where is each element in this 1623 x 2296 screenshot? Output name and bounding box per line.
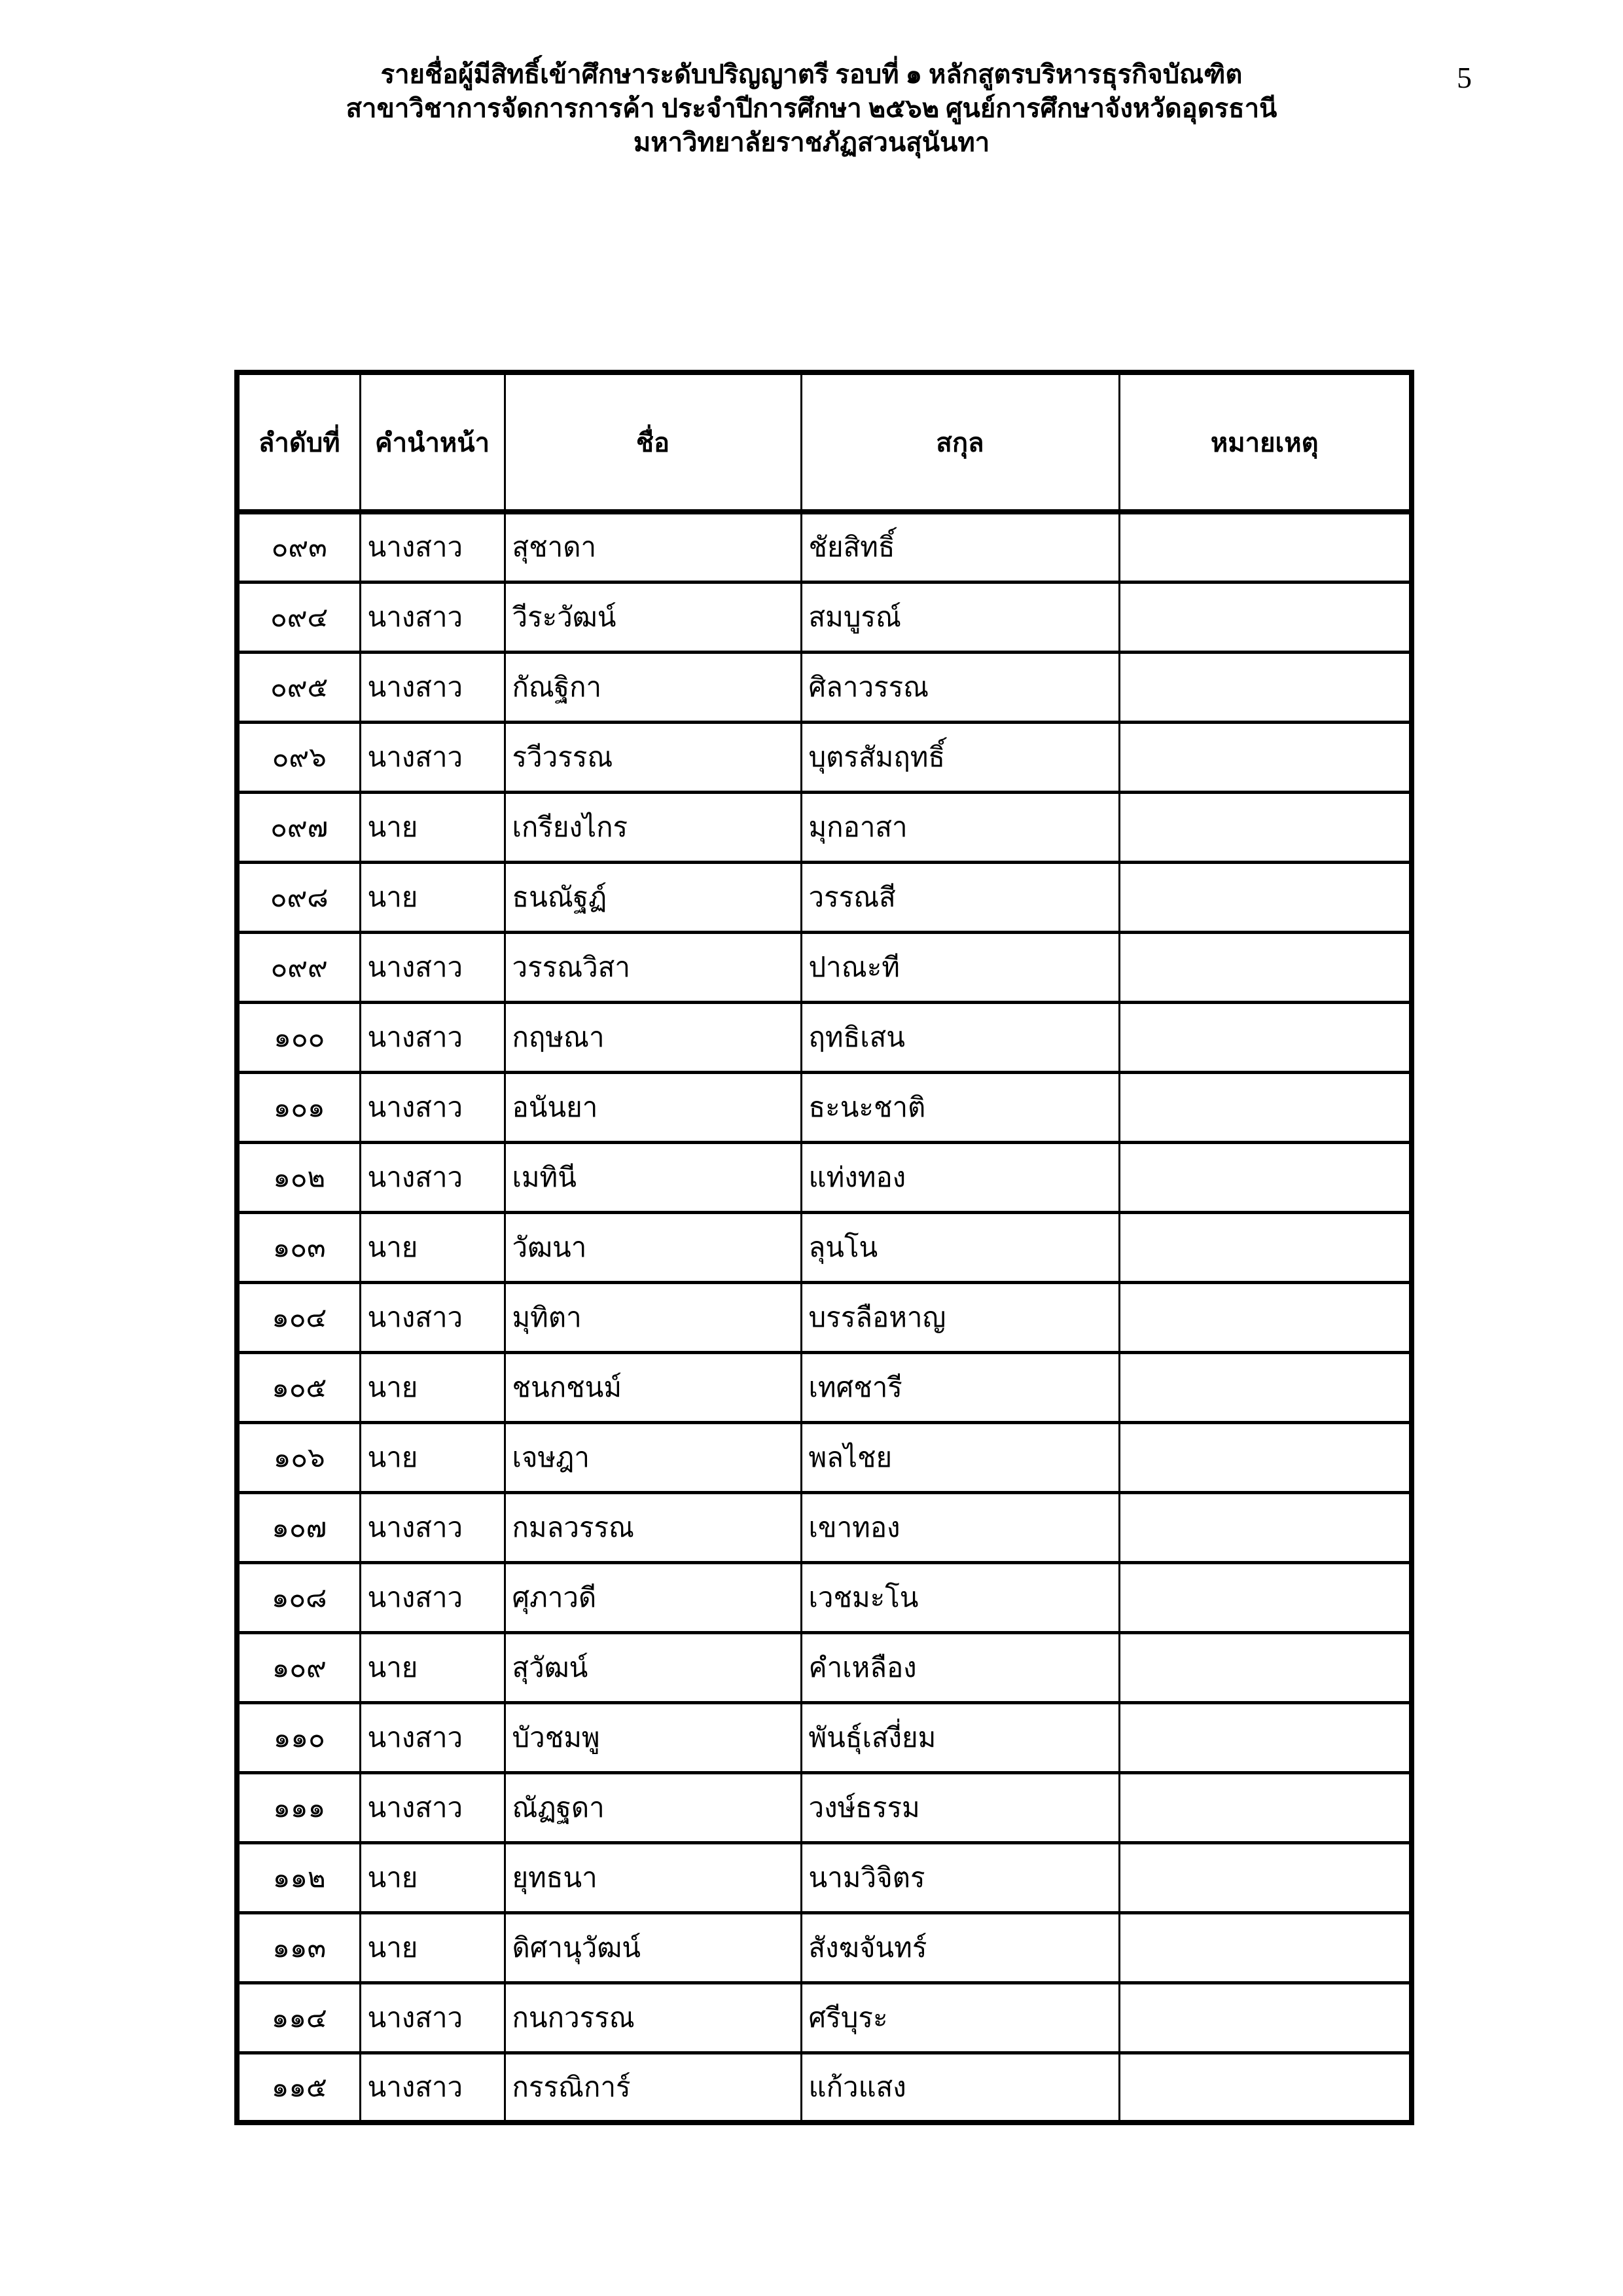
page-number: 5 <box>1457 61 1472 94</box>
cell-prefix: นางสาว <box>360 1772 505 1842</box>
cell-note <box>1119 1632 1412 1702</box>
cell-last-name: สังฆจันทร์ <box>801 1912 1119 1982</box>
cell-prefix: นาย <box>360 1912 505 1982</box>
table-row <box>237 1982 1412 2053</box>
cell-first-name: รวีวรรณ <box>505 722 801 792</box>
cell-last-name: มุกอาสา <box>801 792 1119 862</box>
cell-note <box>1119 1352 1412 1422</box>
cell-first-name: มุทิตา <box>505 1282 801 1352</box>
table-row <box>237 862 1412 932</box>
cell-prefix: นางสาว <box>360 2053 505 2123</box>
cell-first-name: วีระวัฒน์ <box>505 582 801 652</box>
cell-prefix: นางสาว <box>360 1282 505 1352</box>
cell-note <box>1119 722 1412 792</box>
cell-first-name: ยุทธนา <box>505 1842 801 1912</box>
cell-prefix: นางสาว <box>360 1702 505 1772</box>
cell-note <box>1119 1842 1412 1912</box>
cell-note <box>1119 1562 1412 1632</box>
cell-last-name: คำเหลือง <box>801 1632 1119 1702</box>
cell-prefix: นางสาว <box>360 582 505 652</box>
cell-prefix: นางสาว <box>360 512 505 582</box>
table-row <box>237 1492 1412 1562</box>
cell-first-name: กรรณิการ์ <box>505 2053 801 2123</box>
cell-note <box>1119 1772 1412 1842</box>
cell-note <box>1119 1212 1412 1282</box>
cell-no: ๐๙๔ <box>237 582 360 652</box>
column-header-note: หมายเหตุ <box>1119 372 1412 512</box>
cell-first-name: กฤษณา <box>505 1002 801 1072</box>
cell-note <box>1119 1912 1412 1982</box>
table-row <box>237 652 1412 722</box>
column-header-lastname: สกุล <box>801 372 1119 512</box>
cell-no: ๑๑๑ <box>237 1772 360 1842</box>
document-title <box>0 58 1623 160</box>
cell-last-name: เขาทอง <box>801 1492 1119 1562</box>
cell-first-name: วัฒนา <box>505 1212 801 1282</box>
cell-first-name: ชนกชนม์ <box>505 1352 801 1422</box>
title-line-1: รายชื่อผู้มีสิทธิ์เข้าศึกษาระดับปริญญาตรี รอบที่ ๑ หลักสูตรบริหารธุรกิจบัณฑิต <box>380 60 1243 89</box>
cell-no: ๑๐๔ <box>237 1282 360 1352</box>
table-row <box>237 1912 1412 1982</box>
cell-first-name: อนันยา <box>505 1072 801 1142</box>
cell-note <box>1119 1072 1412 1142</box>
cell-last-name: วงษ์ธรรม <box>801 1772 1119 1842</box>
cell-prefix: นางสาว <box>360 1982 505 2053</box>
table-header-row <box>237 372 1412 512</box>
cell-first-name: บัวชมพู <box>505 1702 801 1772</box>
cell-note <box>1119 792 1412 862</box>
column-header-no: ลำดับที่ <box>237 372 360 512</box>
cell-no: ๑๑๐ <box>237 1702 360 1772</box>
cell-last-name: แท่งทอง <box>801 1142 1119 1212</box>
title-line-3: มหาวิทยาลัยราชภัฏสวนสุนันทา <box>633 128 990 157</box>
cell-note <box>1119 512 1412 582</box>
table-row <box>237 1212 1412 1282</box>
table-row <box>237 1562 1412 1632</box>
cell-note <box>1119 1282 1412 1352</box>
cell-no: ๐๙๙ <box>237 932 360 1002</box>
table-row <box>237 512 1412 582</box>
cell-last-name: ฤทธิเสน <box>801 1002 1119 1072</box>
cell-no: ๑๐๒ <box>237 1142 360 1212</box>
cell-no: ๑๐๙ <box>237 1632 360 1702</box>
cell-last-name: พลไชย <box>801 1422 1119 1492</box>
cell-first-name: วรรณวิสา <box>505 932 801 1002</box>
cell-no: ๐๙๓ <box>237 512 360 582</box>
cell-note <box>1119 582 1412 652</box>
table-row <box>237 1352 1412 1422</box>
cell-note <box>1119 862 1412 932</box>
cell-no: ๑๐๗ <box>237 1492 360 1562</box>
cell-note <box>1119 1702 1412 1772</box>
table-row <box>237 1142 1412 1212</box>
cell-no: ๐๙๕ <box>237 652 360 722</box>
cell-prefix: นางสาว <box>360 652 505 722</box>
cell-last-name: ธะนะชาติ <box>801 1072 1119 1142</box>
cell-first-name: เจษฎา <box>505 1422 801 1492</box>
cell-last-name: บุตรสัมฤทธิ์ <box>801 722 1119 792</box>
cell-prefix: นาย <box>360 862 505 932</box>
cell-last-name: ศิลาวรรณ <box>801 652 1119 722</box>
cell-note <box>1119 1422 1412 1492</box>
table-row <box>237 932 1412 1002</box>
table-row <box>237 1702 1412 1772</box>
cell-last-name: ชัยสิทธิ์ <box>801 512 1119 582</box>
table-row <box>237 1772 1412 1842</box>
cell-last-name: แก้วแสง <box>801 2053 1119 2123</box>
cell-last-name: เทศชารี <box>801 1352 1119 1422</box>
cell-no: ๑๐๘ <box>237 1562 360 1632</box>
cell-prefix: นาย <box>360 1842 505 1912</box>
cell-note <box>1119 932 1412 1002</box>
table-row <box>237 1422 1412 1492</box>
cell-note <box>1119 1492 1412 1562</box>
cell-last-name: เวชมะโน <box>801 1562 1119 1632</box>
cell-no: ๑๑๔ <box>237 1982 360 2053</box>
cell-no: ๑๐๓ <box>237 1212 360 1282</box>
cell-first-name: ณัฏฐดา <box>505 1772 801 1842</box>
cell-no: ๐๙๖ <box>237 722 360 792</box>
cell-prefix: นางสาว <box>360 1142 505 1212</box>
cell-note <box>1119 652 1412 722</box>
table-row <box>237 1002 1412 1072</box>
student-table <box>234 370 1414 2125</box>
cell-note <box>1119 2053 1412 2123</box>
cell-no: ๑๐๐ <box>237 1002 360 1072</box>
cell-last-name: นามวิจิตร <box>801 1842 1119 1912</box>
cell-no: ๑๐๕ <box>237 1352 360 1422</box>
cell-prefix: นาย <box>360 1632 505 1702</box>
cell-prefix: นางสาว <box>360 932 505 1002</box>
cell-no: ๑๑๓ <box>237 1912 360 1982</box>
table-row <box>237 1072 1412 1142</box>
cell-prefix: นางสาว <box>360 722 505 792</box>
table-row <box>237 792 1412 862</box>
cell-first-name: กนกวรรณ <box>505 1982 801 2053</box>
cell-no: ๑๐๑ <box>237 1072 360 1142</box>
cell-last-name: สมบูรณ์ <box>801 582 1119 652</box>
cell-last-name: วรรณสี <box>801 862 1119 932</box>
cell-no: ๑๐๖ <box>237 1422 360 1492</box>
column-header-prefix: คำนำหน้า <box>360 372 505 512</box>
table-row <box>237 1632 1412 1702</box>
cell-last-name: พันธุ์เสงี่ยม <box>801 1702 1119 1772</box>
table-row <box>237 722 1412 792</box>
cell-prefix: นาย <box>360 792 505 862</box>
cell-prefix: นาย <box>360 1212 505 1282</box>
cell-no: ๐๙๗ <box>237 792 360 862</box>
cell-first-name: กัณฐิกา <box>505 652 801 722</box>
cell-note <box>1119 1982 1412 2053</box>
cell-no: ๑๑๒ <box>237 1842 360 1912</box>
cell-no: ๐๙๘ <box>237 862 360 932</box>
cell-prefix: นางสาว <box>360 1002 505 1072</box>
cell-last-name: บรรลือหาญ <box>801 1282 1119 1352</box>
column-header-firstname: ชื่อ <box>505 372 801 512</box>
cell-prefix: นาย <box>360 1422 505 1492</box>
cell-first-name: เมทินี <box>505 1142 801 1212</box>
cell-first-name: สุชาดา <box>505 512 801 582</box>
cell-first-name: ศุภาวดี <box>505 1562 801 1632</box>
cell-prefix: นางสาว <box>360 1492 505 1562</box>
cell-note <box>1119 1142 1412 1212</box>
cell-prefix: นางสาว <box>360 1072 505 1142</box>
cell-last-name: ศรีบุระ <box>801 1982 1119 2053</box>
cell-last-name: ลุนโน <box>801 1212 1119 1282</box>
cell-first-name: สุวัฒน์ <box>505 1632 801 1702</box>
cell-first-name: ดิศานุวัฒน์ <box>505 1912 801 1982</box>
cell-first-name: เกรียงไกร <box>505 792 801 862</box>
table-row <box>237 582 1412 652</box>
cell-first-name: ธนณัฐฏ์ <box>505 862 801 932</box>
cell-prefix: นางสาว <box>360 1562 505 1632</box>
table-row <box>237 1282 1412 1352</box>
table-row <box>237 2053 1412 2123</box>
table-row <box>237 1842 1412 1912</box>
cell-last-name: ปาณะที <box>801 932 1119 1002</box>
cell-note <box>1119 1002 1412 1072</box>
title-line-2: สาขาวิชาการจัดการการค้า ประจำปีการศึกษา ๒๕๖๒ ศูนย์การศึกษาจังหวัดอุดรธานี <box>346 94 1277 123</box>
cell-no: ๑๑๕ <box>237 2053 360 2123</box>
cell-first-name: กมลวรรณ <box>505 1492 801 1562</box>
cell-prefix: นาย <box>360 1352 505 1422</box>
